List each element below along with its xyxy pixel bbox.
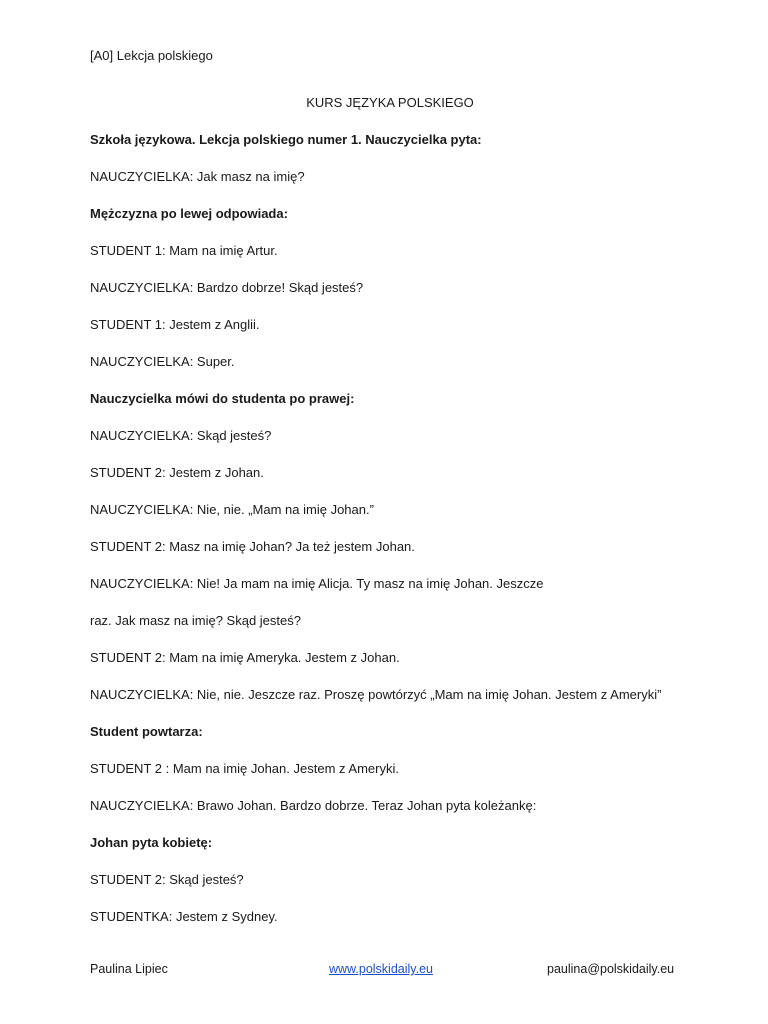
- dialogue-line: raz. Jak masz na imię? Skąd jesteś?: [90, 613, 301, 628]
- dialogue-line: NAUCZYCIELKA: Brawo Johan. Bardzo dobrze. Teraz Johan pyta koleżankę:: [90, 798, 537, 813]
- dialogue-line: STUDENT 2: Jestem z Johan.: [90, 465, 264, 480]
- narration-line: Johan pyta kobietę:: [90, 835, 213, 850]
- narration-line: Student powtarza:: [90, 724, 203, 739]
- dialogue-line: STUDENT 1: Mam na imię Artur.: [90, 243, 278, 258]
- narration-line: Nauczycielka mówi do studenta po prawej:: [90, 391, 355, 406]
- narration-line: Mężczyzna po lewej odpowiada:: [90, 206, 288, 221]
- dialogue-line: NAUCZYCIELKA: Bardzo dobrze! Skąd jesteś?: [90, 280, 364, 295]
- footer-website-link[interactable]: www.polskidaily.eu: [329, 962, 433, 976]
- dialogue-line: STUDENT 2: Skąd jesteś?: [90, 872, 244, 887]
- footer-author: Paulina Lipiec: [90, 962, 168, 976]
- dialogue-line: NAUCZYCIELKA: Skąd jesteś?: [90, 428, 272, 443]
- dialogue-line: NAUCZYCIELKA: Super.: [90, 354, 235, 369]
- dialogue-line: NAUCZYCIELKA: Nie, nie. „Mam na imię Johan.”: [90, 502, 374, 517]
- dialogue-line: NAUCZYCIELKA: Nie, nie. Jeszcze raz. Proszę powtórzyć „Mam na imię Johan. Jestem z Ameryki”: [90, 687, 662, 702]
- dialogue-line: STUDENT 2 : Mam na imię Johan. Jestem z Ameryki.: [90, 761, 399, 776]
- dialogue-line: STUDENT 2: Masz na imię Johan? Ja też jestem Johan.: [90, 539, 415, 554]
- narration-line: Szkoła językowa. Lekcja polskiego numer 1. Nauczycielka pyta:: [90, 132, 482, 147]
- dialogue-line: STUDENT 1: Jestem z Anglii.: [90, 317, 260, 332]
- footer-email: paulina@polskidaily.eu: [547, 962, 675, 976]
- page-title: KURS JĘZYKA POLSKIEGO: [306, 95, 474, 110]
- dialogue-line: NAUCZYCIELKA: Nie! Ja mam na imię Alicja. Ty masz na imię Johan. Jeszcze: [90, 576, 544, 591]
- dialogue-line: STUDENT 2: Mam na imię Ameryka. Jestem z Johan.: [90, 650, 400, 665]
- dialogue-line: STUDENTKA: Jestem z Sydney.: [90, 909, 278, 924]
- page-header-label: [A0] Lekcja polskiego: [90, 48, 213, 63]
- dialogue-line: NAUCZYCIELKA: Jak masz na imię?: [90, 169, 305, 184]
